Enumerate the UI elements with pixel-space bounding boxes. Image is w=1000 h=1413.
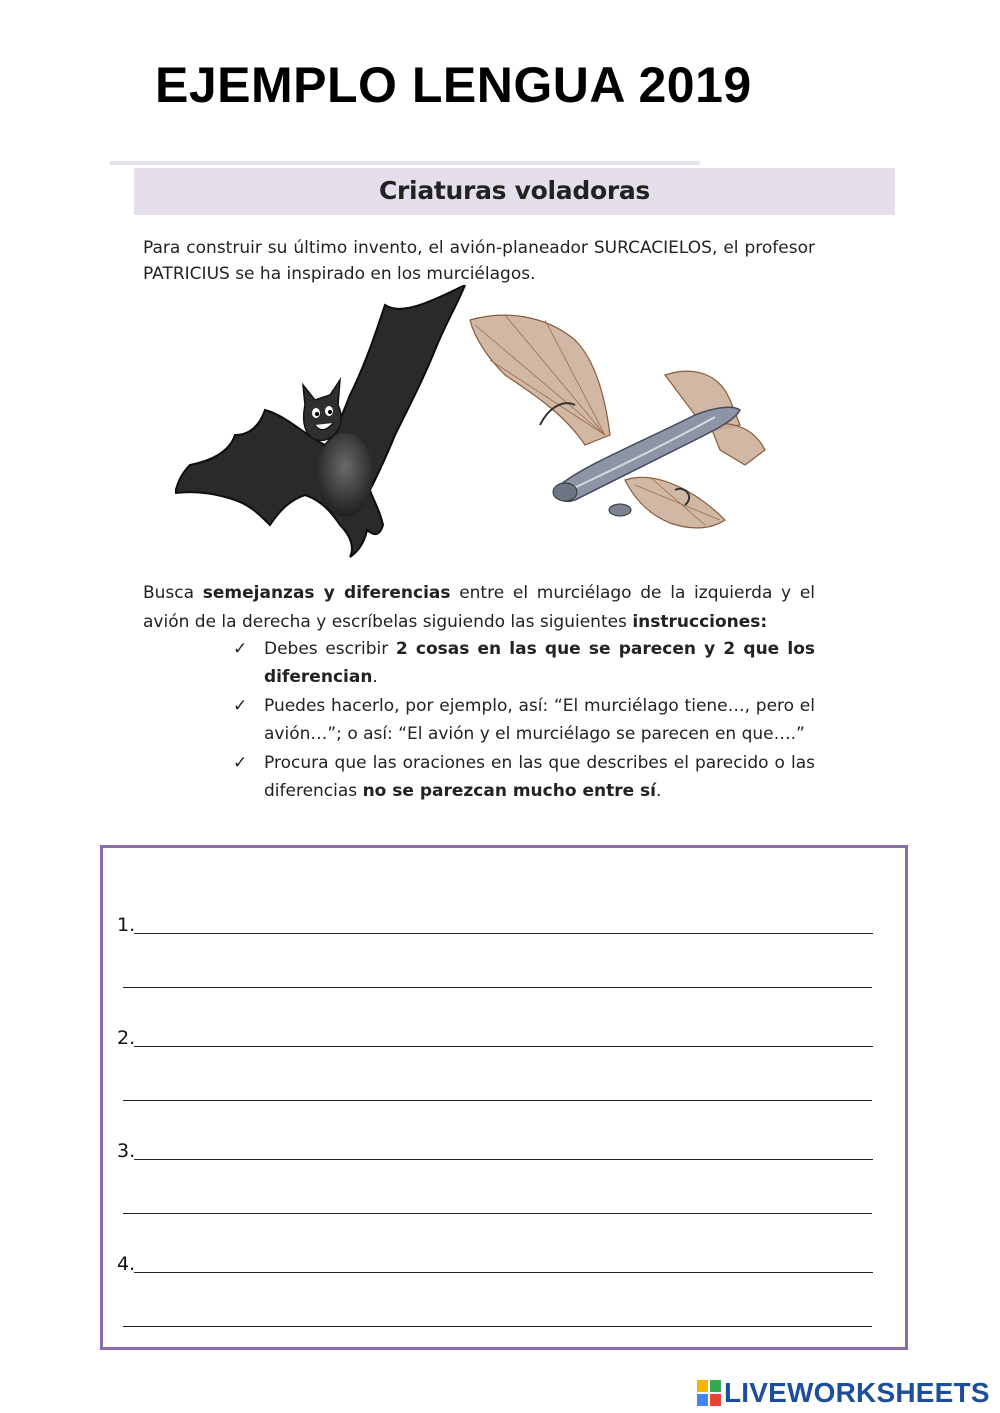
instruction-emphasis: no se parezcan mucho entre sí xyxy=(362,781,656,801)
task-text-2: entre el murciélago de la izquierda y el avión de la derecha y escríbelas siguiendo las siguientes xyxy=(143,583,815,632)
answer-line-2[interactable] xyxy=(117,1021,873,1051)
instruction-text: Puedes hacerlo, por ejemplo, así: “El murciélago tiene…, pero el avión…”; o así: “El avión y el murciélago se parecen en que….” xyxy=(264,696,815,744)
bat-winged-airplane-illustration xyxy=(465,305,780,555)
answer-line-1[interactable] xyxy=(117,908,873,938)
instruction-emphasis: 2 cosas en las que se parecen y 2 que los diferencian xyxy=(264,639,816,687)
brand-name: LIVEWORKSHEETS xyxy=(724,1377,990,1408)
task-paragraph xyxy=(143,579,815,637)
instruction-item xyxy=(233,692,815,748)
answer-underline xyxy=(134,1046,873,1047)
checkmark-icon: ✓ xyxy=(233,639,248,659)
bat-illustration xyxy=(175,285,470,560)
answer-continuation-line[interactable] xyxy=(123,1213,872,1214)
instruction-item xyxy=(233,635,815,691)
answer-continuation-line[interactable] xyxy=(123,1100,872,1101)
instruction-text: . xyxy=(372,667,378,687)
task-emphasis-2: instrucciones: xyxy=(632,612,768,632)
answer-number: 1. xyxy=(117,914,136,936)
instruction-item xyxy=(233,749,815,805)
instruction-text: Procura que las oraciones en las que describes el parecido o las diferencias xyxy=(264,753,815,801)
task-emphasis-1: semejanzas y diferencias xyxy=(202,583,451,603)
answer-line-3[interactable] xyxy=(117,1134,873,1164)
answer-number: 3. xyxy=(117,1140,136,1162)
task-text-1: Busca xyxy=(143,583,203,603)
answer-number: 2. xyxy=(117,1027,136,1049)
instructions-list xyxy=(233,635,815,806)
title-divider xyxy=(110,161,700,165)
instruction-text: . xyxy=(655,781,662,801)
checkmark-icon: ✓ xyxy=(233,753,248,773)
intro-paragraph: Para construir su último invento, el avión-planeador SURCACIELOS, el profesor PATRICIUS se ha inspirado en los murciélagos. xyxy=(143,238,815,284)
answer-box xyxy=(100,845,908,1350)
checkmark-icon: ✓ xyxy=(233,696,248,716)
answer-continuation-line[interactable] xyxy=(123,987,872,988)
page-title: EJEMPLO LENGUA 2019 xyxy=(155,57,752,113)
section-title: Criaturas voladoras xyxy=(378,176,650,205)
section-header xyxy=(134,168,895,215)
answer-underline xyxy=(134,1159,873,1160)
answer-underline xyxy=(134,933,873,934)
answer-underline xyxy=(134,1272,873,1273)
liveworksheets-logo-icon xyxy=(697,1380,721,1406)
liveworksheets-brand xyxy=(697,1378,990,1408)
answer-number: 4. xyxy=(117,1253,136,1275)
answer-line-4[interactable] xyxy=(117,1247,873,1277)
answer-continuation-line[interactable] xyxy=(123,1326,872,1327)
instruction-text: Debes escribir xyxy=(264,639,396,659)
